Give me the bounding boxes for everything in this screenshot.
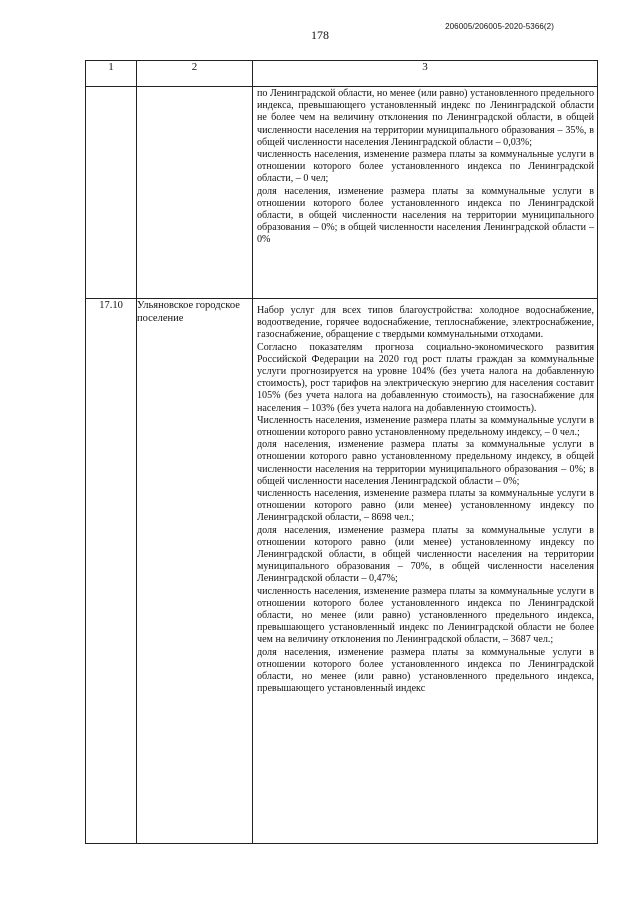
description-cell	[253, 87, 598, 299]
municipality-name-cell: Ульяновское городское поселение	[137, 299, 253, 844]
description-paragraph: доля населения, изменение размера платы за коммунальные услуги в отношении которого равно (или менее) установленному индексу по Ленинградской области, в общей численности населения на территории муниципального образования – 70%, в общей численности населения Ленинградской области – 0,47%;	[257, 524, 594, 585]
description-paragraph: доля населения, изменение размера платы за коммунальные услуги в отношении которого более установленного индекса по Ленинградской области, в общей численности населения на территории муниципального образования – 0%; в общей численности населения Ленинградской области – 0%	[257, 185, 594, 246]
description-paragraph: Набор услуг для всех типов благоустройства: холодное водоснабжение, водоотведение, горячее водоснабжение, теплоснабжение, электроснабжение, газоснабжение, обращение с твердыми коммунальными отходами.	[257, 305, 594, 341]
page-number: 178	[311, 28, 329, 42]
document-id: 206005/206005-2020-5366(2)	[445, 22, 554, 31]
column-header-3: 3	[253, 61, 598, 87]
description-paragraph: численность населения, изменение размера платы за коммунальные услуги в отношении которого более установленного индекса по Ленинградской области, но менее (или равно) установленного предельного индекса, превышающего установленный индекс по Ленинградской области не более чем на величину отклонения по Ленинградской области, – 3687 чел.;	[257, 585, 594, 646]
description-paragraph: численность населения, изменение размера платы за коммунальные услуги в отношении которого равно (или менее) установленному индексу по Ленинградской области, – 8698 чел.;	[257, 488, 594, 524]
municipality-name-cell	[137, 87, 253, 299]
tariff-table	[85, 60, 598, 844]
description-paragraph: по Ленинградской области, но менее (или равно) установленного предельного индекса, превышающего установленный индекс по Ленинградской области не более чем на величину отклонения по Ленинградской области, в общей численности населения на территории муниципального образования – 35%, в общей численности населения Ленинградской области – 0,03%;	[257, 88, 594, 148]
column-header-1: 1	[86, 61, 137, 87]
description-paragraph: доля населения, изменение размера платы за коммунальные услуги в отношении которого более установленного индекса по Ленинградской области, но менее (или равно) установленного предельного индекса, превышающего установленный индекс	[257, 646, 594, 695]
description-cell	[253, 299, 598, 844]
table-row	[86, 299, 598, 844]
column-header-2: 2	[137, 61, 253, 87]
description-paragraph: численность населения, изменение размера платы за коммунальные услуги в отношении которого более установленного индекса по Ленинградской области, – 0 чел;	[257, 149, 594, 185]
table-row	[86, 87, 598, 299]
description-paragraph: доля населения, изменение размера платы за коммунальные услуги в отношении которого равно установленному предельному индексу, в общей численности населения на территории муниципального образования – 0%; в общей численности населения Ленинградской области – 0%;	[257, 439, 594, 487]
row-number-cell: 17.10	[86, 299, 137, 844]
row-number-cell	[86, 87, 137, 299]
description-paragraph: Численность населения, изменение размера платы за коммунальные услуги в отношении которого равно установленному предельному индексу, – 0 чел.;	[257, 414, 594, 439]
description-paragraph: Согласно показателям прогноза социально-экономического развития Российской Федерации на 2020 год рост платы граждан за коммунальные услуги прогнозируется на уровне 104% (без учета налога на добавленную стоимость), рост тарифов на электрическую энергию для населения составит 105% (без учета налога на добавленную стоимость), на газоснабжение для населения – 103% (без учета налога на добавленную стоимость).	[257, 341, 594, 414]
table-header-row	[86, 61, 598, 87]
